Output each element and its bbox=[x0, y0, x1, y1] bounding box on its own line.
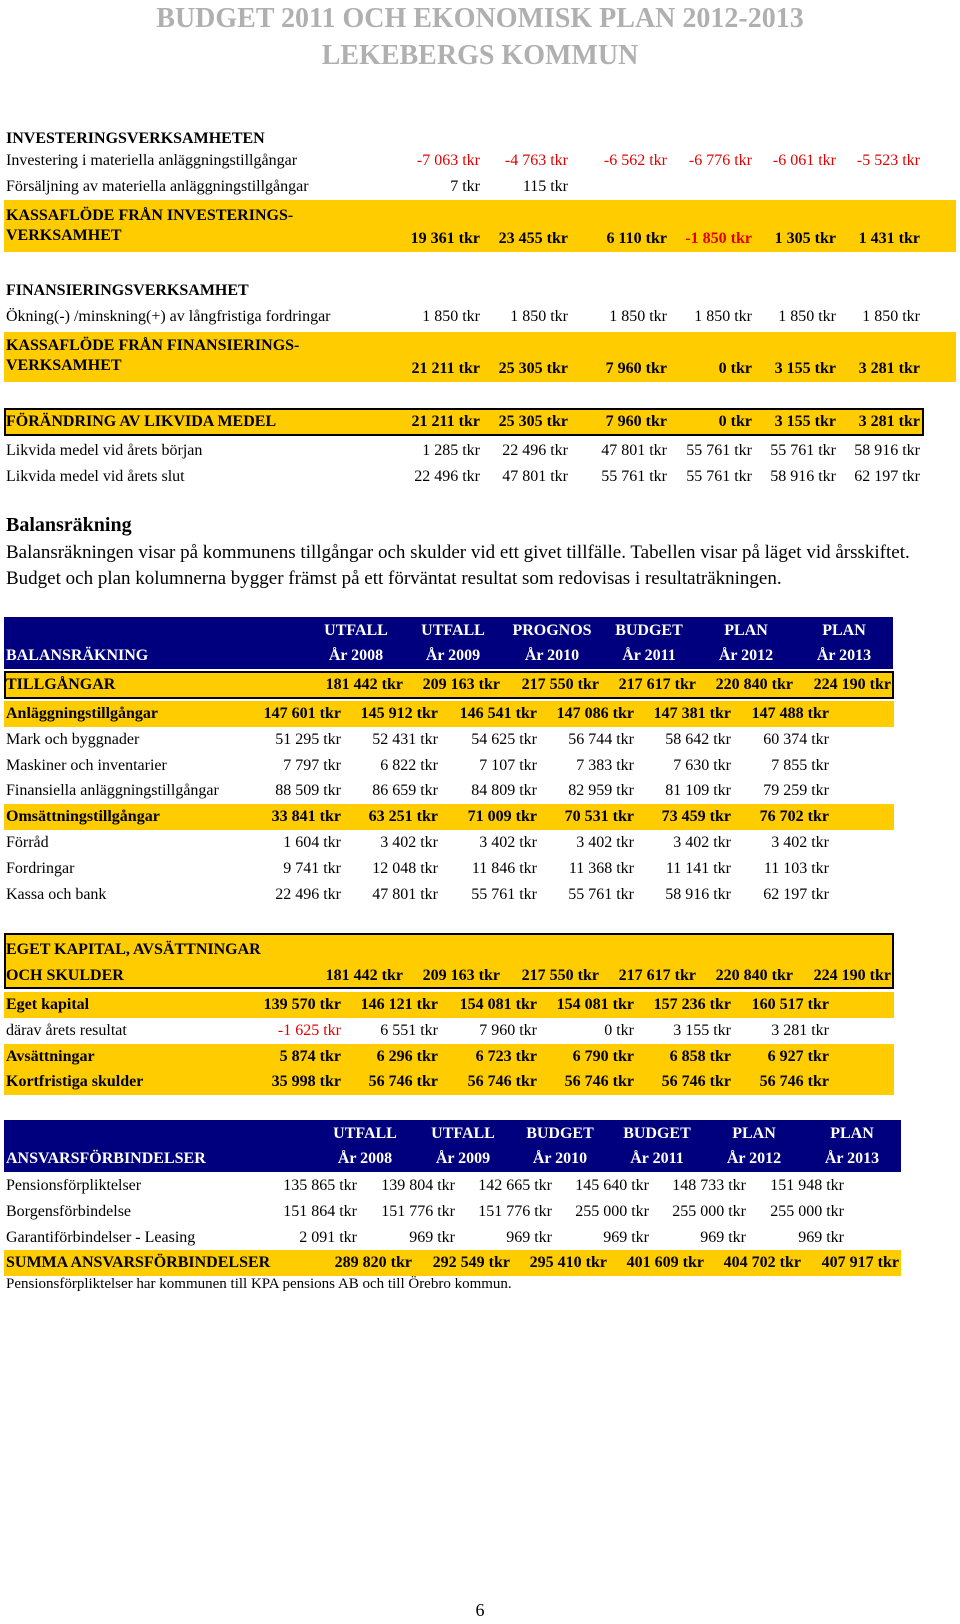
ansvar-head2-5: År 2013 bbox=[824, 1150, 880, 1167]
tillgangar-value-0: 181 442 tkr bbox=[325, 676, 403, 693]
fin-row-value-0: 1 850 tkr bbox=[422, 308, 480, 325]
ansvar-head2-2: År 2010 bbox=[532, 1150, 588, 1167]
balans-row bbox=[4, 701, 894, 727]
ansvar-sum-value-1: 292 549 tkr bbox=[432, 1254, 510, 1271]
fin-total-value-2: 7 960 tkr bbox=[605, 360, 667, 377]
balans-row-value-3: 11 368 tkr bbox=[568, 859, 634, 877]
balans-row2-value-2: 56 746 tkr bbox=[467, 1073, 537, 1091]
balans-header bbox=[4, 617, 893, 669]
balans-title: BALANSRÄKNING bbox=[6, 647, 149, 664]
balans-row bbox=[4, 727, 894, 753]
balans-row-value-3: 3 402 tkr bbox=[576, 834, 634, 851]
balans-row-value-2: 55 761 tkr bbox=[471, 885, 537, 903]
ansvar-title: ANSVARSFÖRBINDELSER bbox=[6, 1150, 206, 1167]
inv-row-value-2: -6 562 tkr bbox=[603, 152, 667, 169]
balans-row-value-4: 58 916 tkr bbox=[665, 885, 731, 903]
balans-row bbox=[4, 830, 894, 856]
balans-row2-value-3: 0 tkr bbox=[604, 1021, 634, 1039]
likv-row-value-1: 22 496 tkr bbox=[502, 442, 568, 459]
ansvar-row-value-3: 145 640 tkr bbox=[575, 1177, 649, 1194]
likv-change-value-5: 3 281 tkr bbox=[858, 413, 920, 430]
ansvar-row-value-0: 135 865 tkr bbox=[283, 1177, 357, 1194]
tillgangar-value-3: 217 617 tkr bbox=[618, 676, 696, 693]
ansvar-row-value-1: 139 804 tkr bbox=[381, 1177, 455, 1194]
inv-row-value-5: -5 523 tkr bbox=[856, 152, 920, 169]
balans-row-value-1: 63 251 tkr bbox=[368, 808, 438, 826]
balans-head2-5: År 2013 bbox=[816, 647, 872, 664]
balans-row-value-5: 60 374 tkr bbox=[763, 730, 829, 748]
likv-row bbox=[4, 464, 956, 490]
balans-row-value-2: 11 846 tkr bbox=[471, 859, 537, 877]
fin-row-value-5: 1 850 tkr bbox=[862, 308, 920, 325]
inv-total-value-1: 23 455 tkr bbox=[498, 230, 568, 247]
balans-row-value-4: 81 109 tkr bbox=[665, 782, 731, 800]
balans-row-value-0: 1 604 tkr bbox=[283, 834, 341, 851]
fin-total-label-1: KASSAFLÖDE FRÅN FINANSIERINGS- bbox=[6, 337, 300, 354]
balans-row2-value-4: 56 746 tkr bbox=[661, 1073, 731, 1091]
balans-row-value-0: 33 841 tkr bbox=[271, 808, 341, 826]
ansvar-row bbox=[4, 1225, 901, 1251]
inv-row-label: Försäljning av materiella anläggningstillgångar bbox=[6, 178, 309, 195]
tillgangar-value-1: 209 163 tkr bbox=[422, 676, 500, 693]
likv-change-value-0: 21 211 tkr bbox=[411, 413, 480, 430]
balans-row-value-1: 12 048 tkr bbox=[372, 859, 438, 877]
balans-head1-2: PROGNOS bbox=[512, 622, 592, 639]
balans-row-label: Kassa och bank bbox=[6, 885, 107, 903]
balans-row2-value-2: 7 960 tkr bbox=[479, 1021, 537, 1039]
balans-row2-value-2: 154 081 tkr bbox=[459, 996, 537, 1013]
fin-section-title: FINANSIERINGSVERKSAMHET bbox=[6, 282, 249, 299]
balans-row-value-5: 147 488 tkr bbox=[751, 705, 829, 722]
balans-heading: Balansräkning bbox=[6, 514, 132, 536]
inv-total-value-2: 6 110 tkr bbox=[606, 230, 667, 247]
fin-row-value-3: 1 850 tkr bbox=[694, 308, 752, 325]
balans-row-value-5: 3 402 tkr bbox=[771, 834, 829, 851]
inv-total-value-5: 1 431 tkr bbox=[858, 230, 920, 247]
inv-total-value-0: 19 361 tkr bbox=[410, 230, 480, 247]
balans-row2 bbox=[4, 992, 894, 1018]
balans-row-value-0: 7 797 tkr bbox=[283, 756, 341, 774]
likv-row-value-4: 55 761 tkr bbox=[770, 442, 836, 459]
balans-row-value-0: 147 601 tkr bbox=[263, 705, 341, 722]
eget-label-2: OCH SKULDER bbox=[6, 967, 124, 984]
balans-row-value-2: 7 107 tkr bbox=[479, 756, 537, 774]
balans-row-value-2: 3 402 tkr bbox=[479, 834, 537, 851]
balans-row-value-1: 6 822 tkr bbox=[380, 756, 438, 774]
balans-row2-value-4: 157 236 tkr bbox=[653, 996, 731, 1013]
ansvar-head2-0: År 2008 bbox=[337, 1150, 393, 1167]
balans-row-value-3: 55 761 tkr bbox=[568, 885, 634, 903]
balans-row-label: Maskiner och inventarier bbox=[6, 756, 167, 774]
inv-row bbox=[4, 148, 956, 174]
balans-row-label: Omsättningstillgångar bbox=[6, 808, 160, 826]
balans-row-label: Mark och byggnader bbox=[6, 730, 140, 748]
ansvar-row bbox=[4, 1173, 901, 1199]
balans-row-value-2: 54 625 tkr bbox=[471, 730, 537, 748]
eget-label-1: EGET KAPITAL, AVSÄTTNINGAR bbox=[6, 941, 261, 958]
ansvar-sum-value-5: 407 917 tkr bbox=[821, 1254, 899, 1271]
ansvar-head1-5: PLAN bbox=[830, 1125, 874, 1142]
ansvar-head1-4: PLAN bbox=[732, 1125, 776, 1142]
balans-row-value-5: 79 259 tkr bbox=[763, 782, 829, 800]
balans-row2 bbox=[4, 1044, 894, 1070]
ansvar-row-value-3: 255 000 tkr bbox=[575, 1202, 649, 1220]
balans-row-value-4: 3 402 tkr bbox=[673, 834, 731, 851]
inv-total-row bbox=[4, 200, 956, 252]
balans-row-value-4: 11 141 tkr bbox=[665, 859, 731, 877]
fin-total-value-1: 25 305 tkr bbox=[498, 360, 568, 377]
balans-description: Balansräkningen visar på kommunens tillgångar och skulder vid ett givet tillfälle. Tabellen visar på läget vid årsskiftet. Budget och plan kolumnerna bygger främst på ett förväntat resultat som redovisas i resultaträkningen. bbox=[6, 542, 910, 589]
balans-row-label: Anläggningstillgångar bbox=[6, 705, 159, 722]
balans-row2-value-1: 6 296 tkr bbox=[376, 1047, 438, 1065]
balans-row-value-5: 62 197 tkr bbox=[763, 885, 829, 903]
fin-total-row bbox=[4, 332, 956, 382]
fin-row-value-4: 1 850 tkr bbox=[778, 308, 836, 325]
balans-row-value-0: 88 509 tkr bbox=[275, 782, 341, 800]
ansvar-row-value-5: 969 tkr bbox=[798, 1228, 844, 1246]
likv-row-value-2: 55 761 tkr bbox=[601, 468, 667, 485]
eget-total-value-3: 217 617 tkr bbox=[618, 967, 696, 984]
balans-row2-value-3: 6 790 tkr bbox=[572, 1047, 634, 1065]
balans-row2-value-0: 5 874 tkr bbox=[279, 1047, 341, 1065]
inv-row bbox=[4, 174, 956, 200]
ansvar-sum-value-4: 404 702 tkr bbox=[723, 1254, 801, 1271]
ansvar-row-value-1: 151 776 tkr bbox=[381, 1202, 455, 1220]
inv-row-value-1: 115 tkr bbox=[522, 178, 568, 195]
balans-head2-0: År 2008 bbox=[328, 647, 384, 664]
likv-row-value-3: 55 761 tkr bbox=[686, 468, 752, 485]
ansvar-row-value-4: 255 000 tkr bbox=[672, 1202, 746, 1220]
ansvar-header bbox=[4, 1120, 901, 1172]
tillgangar-value-4: 220 840 tkr bbox=[715, 676, 793, 693]
inv-row-value-4: -6 061 tkr bbox=[772, 152, 836, 169]
ansvar-sum-value-2: 295 410 tkr bbox=[529, 1254, 607, 1271]
likv-change-value-4: 3 155 tkr bbox=[774, 413, 836, 430]
balans-head2-3: År 2011 bbox=[622, 647, 676, 664]
balans-row bbox=[4, 856, 894, 882]
balans-head1-1: UTFALL bbox=[421, 622, 485, 639]
balans-row2-value-5: 160 517 tkr bbox=[751, 996, 829, 1013]
balans-row-label: Fordringar bbox=[6, 859, 75, 877]
inv-row-value-0: -7 063 tkr bbox=[416, 152, 480, 169]
balans-row-value-0: 22 496 tkr bbox=[275, 885, 341, 903]
balans-row2-value-3: 154 081 tkr bbox=[556, 996, 634, 1013]
eget-total-value-5: 224 190 tkr bbox=[813, 967, 891, 984]
balans-row-value-4: 7 630 tkr bbox=[673, 756, 731, 774]
balans-row-value-1: 145 912 tkr bbox=[360, 705, 438, 722]
balans-row-value-5: 7 855 tkr bbox=[771, 756, 829, 774]
balans-row2-label: Kortfristiga skulder bbox=[6, 1073, 144, 1091]
inv-total-value-3: -1 850 tkr bbox=[685, 230, 752, 247]
likv-row-value-4: 58 916 tkr bbox=[770, 468, 836, 485]
balans-row2 bbox=[4, 1018, 894, 1044]
balans-row2-value-1: 146 121 tkr bbox=[360, 996, 438, 1013]
ansvar-row-value-5: 255 000 tkr bbox=[770, 1202, 844, 1220]
ansvar-head2-4: År 2012 bbox=[726, 1150, 782, 1167]
inv-total-label-1: KASSAFLÖDE FRÅN INVESTERINGS- bbox=[6, 207, 294, 224]
inv-row-value-1: -4 763 tkr bbox=[504, 152, 568, 169]
fin-row-value-1: 1 850 tkr bbox=[510, 308, 568, 325]
ansvar-row-value-4: 969 tkr bbox=[700, 1228, 746, 1246]
ansvar-head2-3: År 2011 bbox=[630, 1150, 684, 1167]
balans-head2-2: År 2010 bbox=[524, 647, 580, 664]
balans-row-value-3: 70 531 tkr bbox=[564, 808, 634, 826]
page-header bbox=[0, 0, 960, 74]
eget-total-value-0: 181 442 tkr bbox=[325, 967, 403, 984]
likv-row-value-0: 22 496 tkr bbox=[414, 468, 480, 485]
balans-row2-value-3: 56 746 tkr bbox=[564, 1073, 634, 1091]
eget-total-value-2: 217 550 tkr bbox=[521, 967, 599, 984]
ansvar-row bbox=[4, 1199, 901, 1225]
balans-head2-4: År 2012 bbox=[718, 647, 774, 664]
ansvar-head1-2: BUDGET bbox=[526, 1125, 594, 1142]
likv-change-value-3: 0 tkr bbox=[718, 413, 752, 430]
balans-row-value-4: 58 642 tkr bbox=[665, 730, 731, 748]
likv-row-value-0: 1 285 tkr bbox=[422, 442, 480, 459]
fin-total-value-5: 3 281 tkr bbox=[858, 360, 920, 377]
balans-row bbox=[4, 882, 894, 908]
eget-total-row bbox=[4, 933, 894, 989]
balans-row bbox=[4, 804, 894, 830]
ansvar-row-value-1: 969 tkr bbox=[409, 1228, 455, 1246]
inv-total-label-2: VERKSAMHET bbox=[6, 227, 122, 244]
fin-row-value-2: 1 850 tkr bbox=[609, 308, 667, 325]
ansvar-head2-1: År 2009 bbox=[435, 1150, 491, 1167]
ansvar-sum-value-0: 289 820 tkr bbox=[334, 1254, 412, 1271]
balans-row2-value-1: 6 551 tkr bbox=[380, 1021, 438, 1039]
tillgangar-value-2: 217 550 tkr bbox=[521, 676, 599, 693]
likv-row-value-1: 47 801 tkr bbox=[502, 468, 568, 485]
ansvar-row-value-0: 151 864 tkr bbox=[283, 1202, 357, 1220]
fin-row-label: Ökning(-) /minskning(+) av långfristiga fordringar bbox=[6, 308, 331, 325]
likv-row-label: Likvida medel vid årets början bbox=[6, 442, 203, 459]
page-number: 6 bbox=[475, 1600, 485, 1620]
ansvar-head1-1: UTFALL bbox=[431, 1125, 495, 1142]
likv-row-value-2: 47 801 tkr bbox=[601, 442, 667, 459]
likv-row-value-3: 55 761 tkr bbox=[686, 442, 752, 459]
ansvar-row-value-0: 2 091 tkr bbox=[299, 1228, 357, 1246]
balans-head1-4: PLAN bbox=[724, 622, 768, 639]
balans-head1-3: BUDGET bbox=[615, 622, 683, 639]
ansvar-head1-3: BUDGET bbox=[623, 1125, 691, 1142]
inv-row-label: Investering i materiella anläggningstillgångar bbox=[6, 152, 298, 169]
balans-row-value-4: 73 459 tkr bbox=[661, 808, 731, 826]
fin-total-value-3: 0 tkr bbox=[718, 360, 752, 377]
balans-row2-value-0: 35 998 tkr bbox=[271, 1073, 341, 1091]
likv-row bbox=[4, 438, 956, 464]
balans-head1-0: UTFALL bbox=[324, 622, 388, 639]
inv-row-value-3: -6 776 tkr bbox=[688, 152, 752, 169]
balans-row2-value-5: 6 927 tkr bbox=[767, 1047, 829, 1065]
ansvar-row-value-2: 142 665 tkr bbox=[478, 1177, 552, 1194]
balans-row2-label: därav årets resultat bbox=[6, 1021, 127, 1039]
balans-row-value-3: 56 744 tkr bbox=[568, 730, 634, 748]
balans-row bbox=[4, 753, 894, 779]
balans-row2-value-4: 6 858 tkr bbox=[669, 1047, 731, 1065]
inv-row-value-0: 7 tkr bbox=[450, 178, 480, 195]
balans-row-value-4: 147 381 tkr bbox=[653, 705, 731, 722]
ansvar-row-value-4: 148 733 tkr bbox=[672, 1177, 746, 1194]
balans-row-value-5: 76 702 tkr bbox=[759, 808, 829, 826]
likv-change-row: FÖRÄNDRING AV LIKVIDA MEDEL 21 211 tkr 25 305 tkr 7 960 tkr 0 tkr 3 155 tkr 3 281 tkr bbox=[4, 408, 924, 436]
ansvar-row-value-3: 969 tkr bbox=[603, 1228, 649, 1246]
balans-row2-value-5: 3 281 tkr bbox=[771, 1021, 829, 1039]
balans-row-value-2: 84 809 tkr bbox=[471, 782, 537, 800]
balans-row bbox=[4, 778, 894, 804]
ansvar-row-value-2: 969 tkr bbox=[506, 1228, 552, 1246]
balans-row2 bbox=[4, 1069, 894, 1095]
balans-row-value-5: 11 103 tkr bbox=[763, 859, 829, 877]
likv-change-value-1: 25 305 tkr bbox=[498, 413, 568, 430]
ansvar-note: Pensionsförpliktelser har kommunen till KPA pensions AB och till Örebro kommun. bbox=[6, 1276, 512, 1292]
ansvar-row-label: Garantiförbindelser - Leasing bbox=[6, 1228, 196, 1246]
tillgangar-value-5: 224 190 tkr bbox=[813, 676, 891, 693]
balans-row-value-0: 51 295 tkr bbox=[275, 730, 341, 748]
fin-total-label-2: VERKSAMHET bbox=[6, 357, 122, 374]
balans-row-value-0: 9 741 tkr bbox=[283, 859, 341, 877]
ansvar-row-label: Borgensförbindelse bbox=[6, 1202, 132, 1220]
ansvar-sum-row: SUMMA ANSVARSFÖRBINDELSER 289 820 tkr 292 549 tkr 295 410 tkr 401 609 tkr 404 702 tkr 407 917 tkr bbox=[4, 1250, 901, 1276]
balans-row-value-1: 52 431 tkr bbox=[372, 730, 438, 748]
balans-row-value-2: 146 541 tkr bbox=[459, 705, 537, 722]
fin-total-value-4: 3 155 tkr bbox=[774, 360, 836, 377]
balans-row-value-1: 47 801 tkr bbox=[372, 885, 438, 903]
balans-row2-label: Eget kapital bbox=[6, 996, 90, 1013]
ansvar-sum-value-3: 401 609 tkr bbox=[626, 1254, 704, 1271]
fin-row bbox=[4, 304, 956, 330]
balans-row-value-3: 7 383 tkr bbox=[576, 756, 634, 774]
tillgangar-row: TILLGÅNGAR 181 442 tkr 209 163 tkr 217 550 tkr 217 617 tkr 220 840 tkr 224 190 tkr bbox=[4, 671, 894, 699]
likv-change-value-2: 7 960 tkr bbox=[605, 413, 667, 430]
balans-row2-value-0: -1 625 tkr bbox=[277, 1021, 341, 1039]
balans-row-value-1: 86 659 tkr bbox=[372, 782, 438, 800]
ansvar-head1-0: UTFALL bbox=[333, 1125, 397, 1142]
balans-head2-1: År 2009 bbox=[425, 647, 481, 664]
balans-row2-value-0: 139 570 tkr bbox=[263, 996, 341, 1013]
eget-total-value-4: 220 840 tkr bbox=[715, 967, 793, 984]
balans-head1-5: PLAN bbox=[822, 622, 866, 639]
balans-row2-label: Avsättningar bbox=[6, 1047, 95, 1065]
balans-row2-value-1: 56 746 tkr bbox=[368, 1073, 438, 1091]
balans-row2-value-2: 6 723 tkr bbox=[475, 1047, 537, 1065]
fin-total-value-0: 21 211 tkr bbox=[411, 360, 480, 377]
likv-row-label: Likvida medel vid årets slut bbox=[6, 468, 185, 485]
header-line-2: LEKEBERGS KOMMUN bbox=[321, 40, 639, 71]
eget-total-value-1: 209 163 tkr bbox=[422, 967, 500, 984]
likv-row-value-5: 58 916 tkr bbox=[854, 442, 920, 459]
ansvar-row-label: Pensionsförpliktelser bbox=[6, 1177, 142, 1194]
inv-section-title: INVESTERINGSVERKSAMHETEN bbox=[6, 130, 265, 147]
header-line-1: BUDGET 2011 OCH EKONOMISK PLAN 2012-2013 bbox=[156, 3, 804, 34]
balans-row-label: Finansiella anläggningstillgångar bbox=[6, 782, 219, 800]
balans-row-value-2: 71 009 tkr bbox=[467, 808, 537, 826]
likv-row-value-5: 62 197 tkr bbox=[854, 468, 920, 485]
balans-row-value-1: 3 402 tkr bbox=[380, 834, 438, 851]
balans-row-value-3: 82 959 tkr bbox=[568, 782, 634, 800]
ansvar-row-value-5: 151 948 tkr bbox=[770, 1177, 844, 1194]
ansvar-row-value-2: 151 776 tkr bbox=[478, 1202, 552, 1220]
balans-row2-value-4: 3 155 tkr bbox=[673, 1021, 731, 1039]
balans-row-label: Förråd bbox=[6, 834, 49, 851]
balans-row-value-3: 147 086 tkr bbox=[556, 705, 634, 722]
inv-total-value-4: 1 305 tkr bbox=[774, 230, 836, 247]
balans-row2-value-5: 56 746 tkr bbox=[759, 1073, 829, 1091]
